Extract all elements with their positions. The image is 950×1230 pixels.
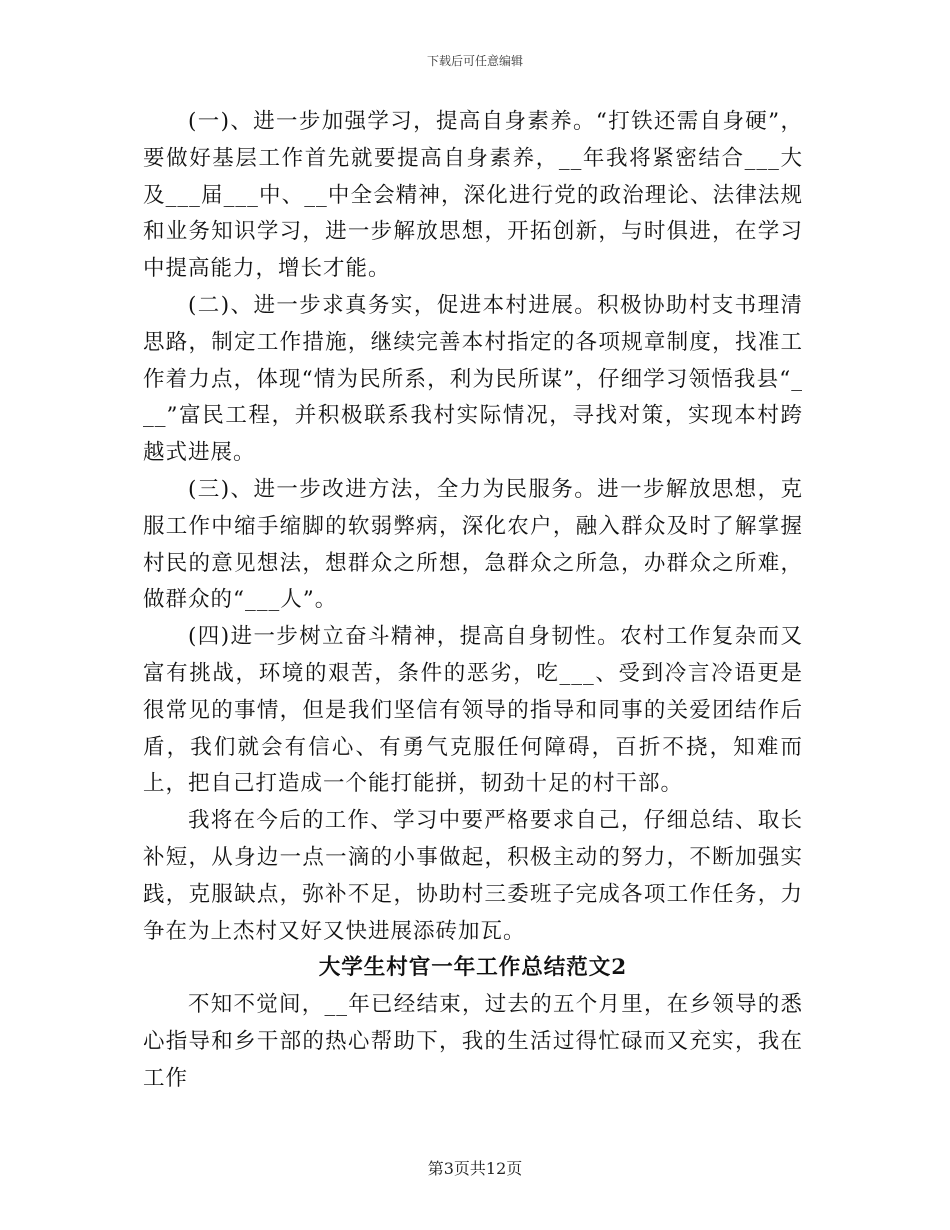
- section-heading: 大学生村官一年工作总结范文2: [318, 955, 628, 981]
- paragraph-1: (一)、进一步加强学习，提高自身素养。“打铁还需自身硬”，要做好基层工作首先就要提高自身素养，__年我将紧密结合___大及___届___中、__中全会精神，深化进行党的政治理论、法律法规和业务知识学习，进一步解放思想，开拓创新，与时俱进，在学习中提高能力，增长才能。: [143, 109, 803, 282]
- paragraph-3: (三)、进一步改进方法，全力为民服务。进一步解放思想，克服工作中缩手缩脚的软弱弊病，深化农户，融入群众及时了解掌握村民的意见想法，想群众之所想，急群众之所急，办群众之所难，做群众的“___人”。: [143, 476, 803, 613]
- document-body: [143, 104, 803, 1098]
- paragraph-5: 我将在今后的工作、学习中要严格要求自己，仔细总结、取长补短，从身边一点一滴的小事做起，积极主动的努力，不断加强实践，克服缺点，弥补不足，协助村三委班子完成各项工作任务，力争在为上杰村又好又快进展添砖加瓦。: [143, 808, 803, 944]
- page-header: 下载后可任意编辑: [426, 54, 523, 68]
- paragraph-closing: 不知不觉间，__年已经结束，过去的五个月里，在乡领导的悉心指导和乡干部的热心帮助下，我的生活过得忙碌而又充实，我在工作: [143, 992, 803, 1091]
- page-footer: 第3页共12页: [427, 1159, 523, 1178]
- paragraph-2: (二)、进一步求真务实，促进本村进展。积极协助村支书理清思路，制定工作措施，继续完善本村指定的各项规章制度，找准工作着力点，体现“情为民所系，利为民所谋”，仔细学习领悟我县“___”富民工程，并积极联系我村实际情况，寻找对策，实现本村跨越式进展。: [143, 292, 803, 466]
- paragraph-4: (四)进一步树立奋斗精神，提高自身韧性。农村工作复杂而又富有挑战，环境的艰苦，条件的恶劣，吃___、受到冷言冷语更是很常见的事情，但是我们坚信有领导的指导和同事的关爱团结作后盾，我们就会有信心、有勇气克服任何障碍，百折不挠，知难而上，把自己打造成一个能打能拼，韧劲十足的村干部。: [143, 624, 803, 797]
